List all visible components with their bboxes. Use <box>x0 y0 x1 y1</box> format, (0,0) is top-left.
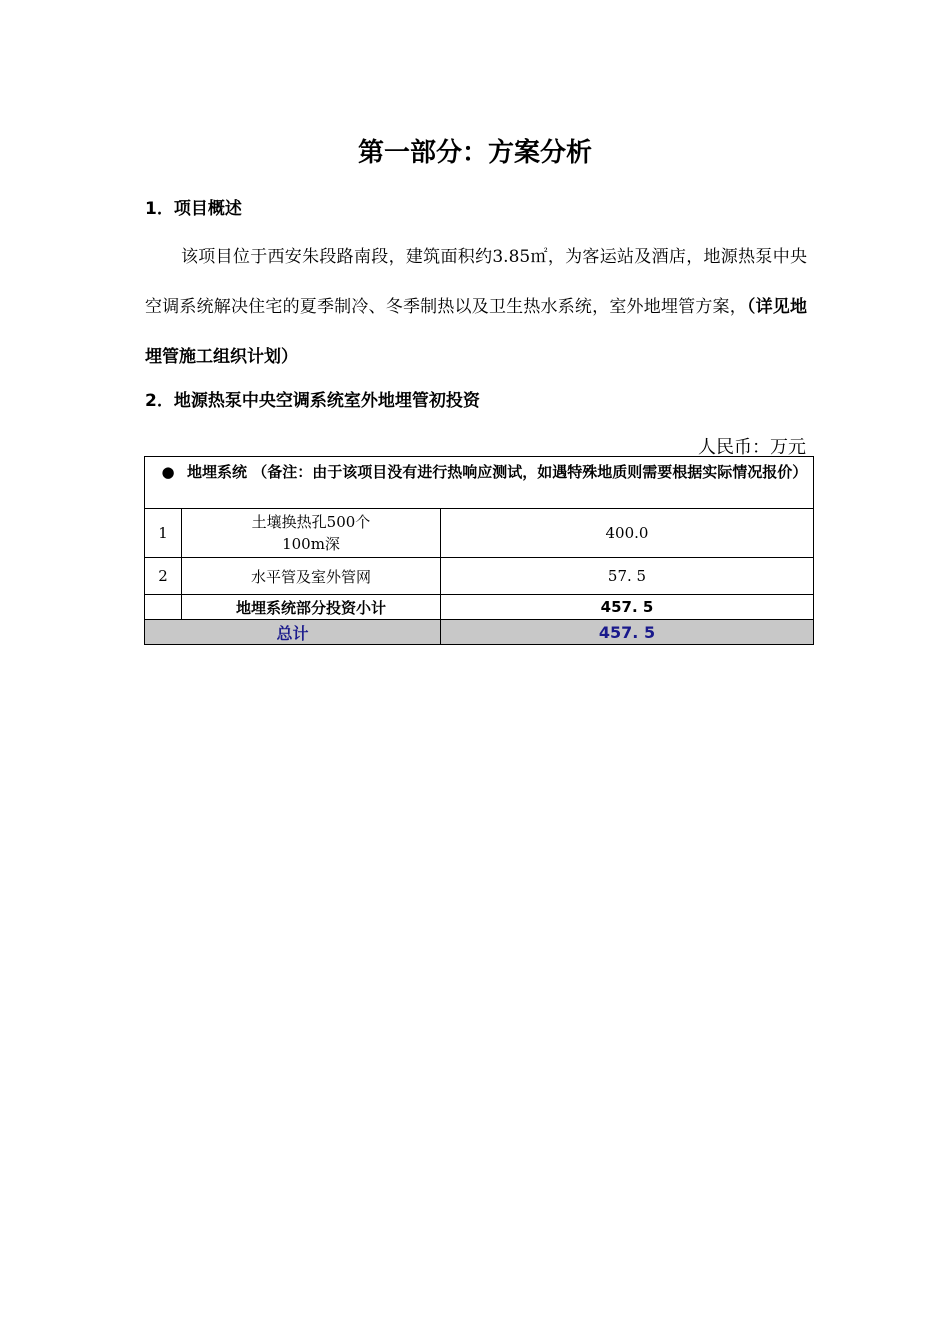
table-header-cell <box>145 457 814 509</box>
row-item <box>182 509 441 558</box>
row-number: 1 <box>145 509 182 558</box>
section1-bold-note: （详见地埋管施工组织计划） <box>145 297 807 367</box>
table-header-text: 地埋系统 （备注：由于该项目没有进行热响应测试，如遇特殊地质则需要根据实际情况报价） <box>187 463 808 481</box>
row-number: 2 <box>145 558 182 595</box>
table-header-row <box>145 457 814 509</box>
investment-table <box>144 456 814 645</box>
bullet-icon: ● <box>161 463 175 481</box>
table-row <box>145 558 814 595</box>
subtotal-row <box>145 595 814 620</box>
section2-heading: 2．地源热泵中央空调系统室外地埋管初投资 <box>145 391 480 411</box>
subtotal-label: 地埋系统部分投资小计 <box>182 595 441 620</box>
table-row <box>145 509 814 558</box>
total-value: 457. 5 <box>441 620 814 645</box>
section1-paragraph <box>145 232 807 382</box>
subtotal-value: 457. 5 <box>441 595 814 620</box>
row-item-line2: 100m深 <box>282 535 340 553</box>
page-title: 第一部分：方案分析 <box>357 138 592 168</box>
row-item-line1: 土壤换热孔500个 <box>251 513 371 531</box>
row-item: 水平管及室外管网 <box>182 558 441 595</box>
section1-heading: 1．项目概述 <box>145 199 242 219</box>
row-value: 57. 5 <box>441 558 814 595</box>
currency-unit: 人民币：万元 <box>698 437 806 458</box>
section1-text: 该项目位于西安朱段路南段，建筑面积约3.85㎡，为客运站及酒店，地源热泵中央空调系统解决住宅的夏季制冷、冬季制热以及卫生热水系统，室外地埋管方案， <box>145 247 807 317</box>
row-value: 400.0 <box>441 509 814 558</box>
total-row <box>145 620 814 645</box>
total-label: 总计 <box>145 620 441 645</box>
subtotal-empty-cell <box>145 595 182 620</box>
